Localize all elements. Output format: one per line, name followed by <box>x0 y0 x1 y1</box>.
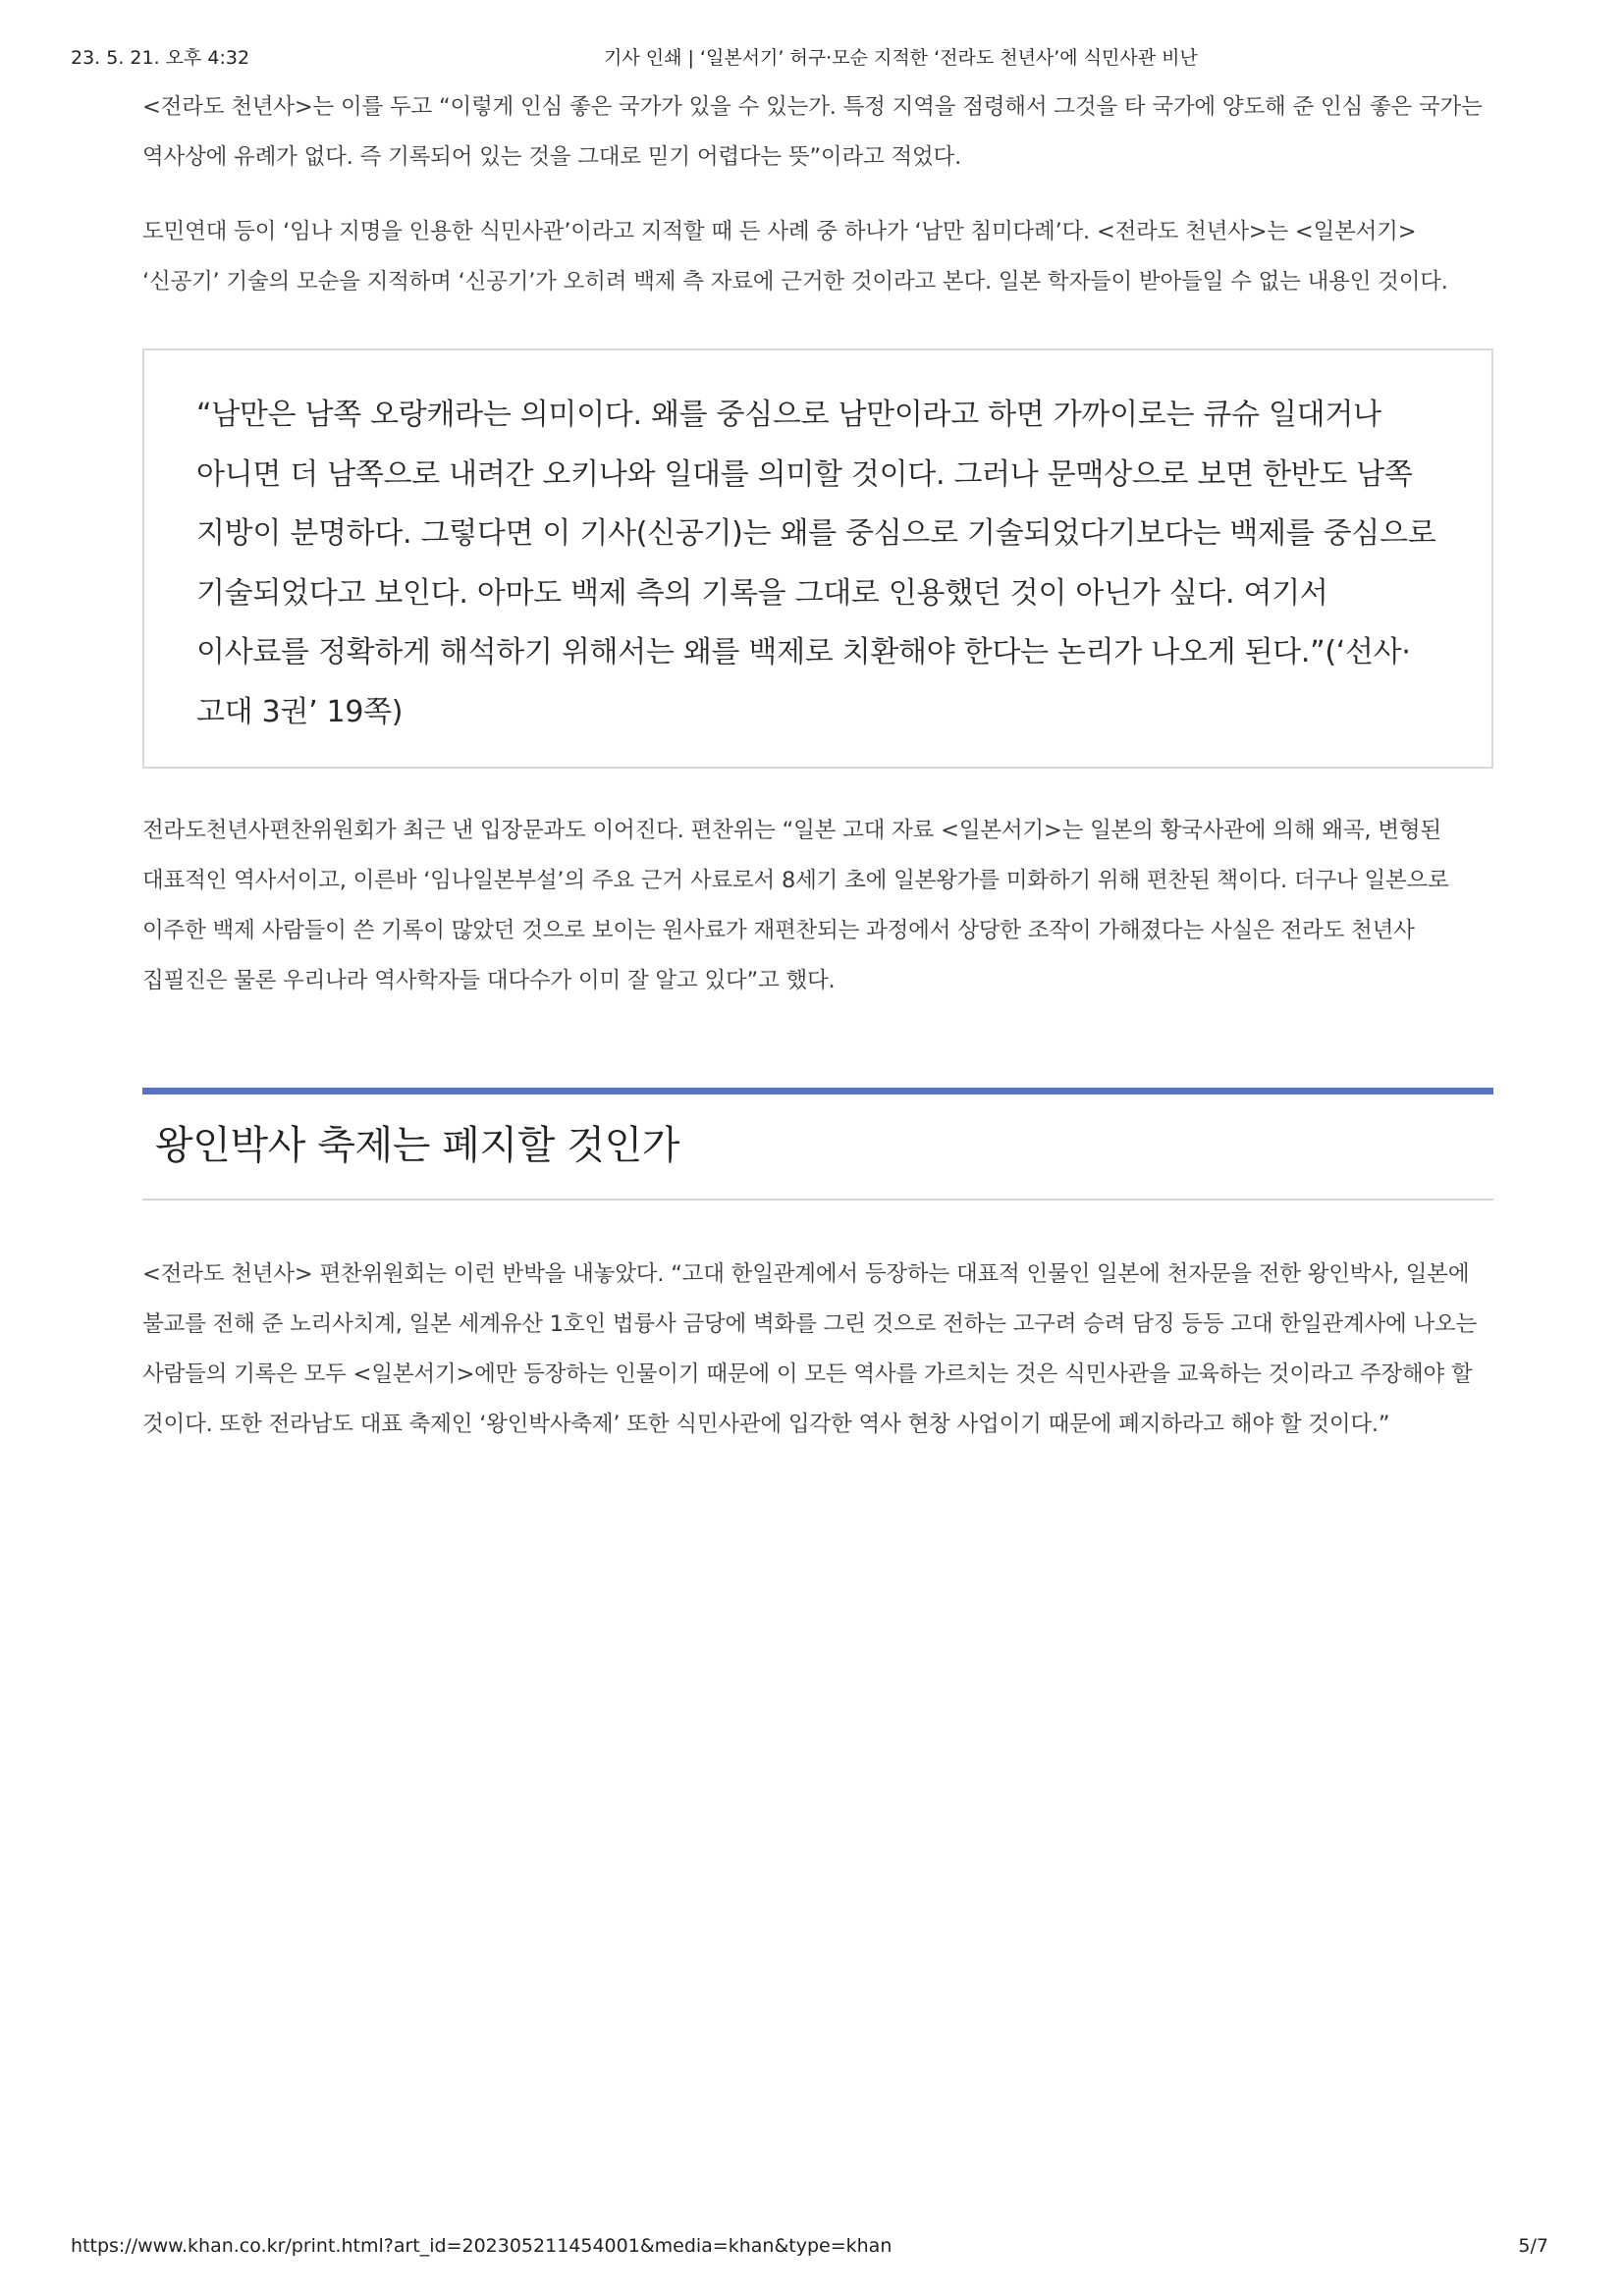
section-title: 왕인박사 축제는 폐지할 것인가 <box>155 1123 680 1168</box>
article-paragraph: <전라도 천년사> 편찬위원회는 이런 반박을 내놓았다. “고대 한일관계에서 등장하는 대표적 인물인 일본에 천자문을 전한 왕인박사, 일본에 불교를 전해 준 노리사치계, 일본 세계유산 1호인 법륭사 금당에 벽화를 그린 것으로 전하는 고구려 승려 담징 등등 고대 한일관계사에 나오는 사람들의 기록은 모두 <일본서기>에만 등장하는 인물이기 때문에 이 모든 역사를 가르치는 것은 식민사관을 교육하는 것이라고 주장해야 할 것이다. 또한 전라남도 대표 축제인 ‘왕인박사축제’ 또한 식민사관에 입각한 역사 현창 사업이기 때문에 폐지하라고 해야 할 것이다.” <box>142 1261 1478 1437</box>
article-paragraph: 도민연대 등이 ‘임나 지명을 인용한 식민사관’이라고 지적할 때 든 사례 중 하나가 ‘남만 침미다례’다. <전라도 천년사>는 <일본서기> ‘신공기’ 기술의 모순을 지적하며 ‘신공기’가 오히려 백제 측 자료에 근거한 것이라고 본다. 일본 학자들이 받아들일 수 없는 내용인 것이다. <box>142 219 1448 294</box>
section-heading-block <box>142 1088 1493 1201</box>
article-paragraph: <전라도 천년사>는 이를 두고 “이렇게 인심 좋은 국가가 있을 수 있는가. 특정 지역을 점령해서 그것을 타 국가에 양도해 준 인심 좋은 국가는 역사상에 유례가 없다. 즉 기록되어 있는 것을 그대로 믿기 어렵다는 뜻”이라고 적었다. <box>142 94 1483 170</box>
print-datetime: 23. 5. 21. 오후 4:32 <box>71 47 250 69</box>
blockquote <box>142 348 1493 769</box>
print-header <box>71 43 1552 73</box>
article-paragraph: 전라도천년사편찬위원회가 최근 낸 입장문과도 이어진다. 편찬위는 “일본 고대 자료 <일본서기>는 일본의 황국사관에 의해 왜곡, 변형된 대표적인 역사서이고, 이른바 ‘임나일본부설’의 주요 근거 사료로서 8세기 초에 일본왕가를 미화하기 위해 편찬된 책이다. 더구나 일본으로 이주한 백제 사람들이 쓴 기록이 많았던 것으로 보이는 원사료가 재편찬되는 과정에서 상당한 조작이 가해졌다는 사실은 전라도 천년사 집필진은 물론 우리나라 역사학자들 대다수가 이미 잘 알고 있다”고 했다. <box>142 818 1449 993</box>
blockquote-text: “남만은 남쪽 오랑캐라는 의미이다. 왜를 중심으로 남만이라고 하면 가까이로는 큐슈 일대거나 아니면 더 남쪽으로 내려간 오키나와 일대를 의미할 것이다. 그러나 문맥상으로 보면 한반도 남쪽 지방이 분명하다. 그렇다면 이 기사(신공기)는 왜를 중심으로 기술되었다기보다는 백제를 중심으로 기술되었다고 보인다. 아마도 백제 측의 기록을 그대로 인용했던 것이 아닌가 싶다. 여기서 이사료를 정확하게 해석하기 위해서는 왜를 백제로 치환해야 한다는 논리가 나오게 된다.”(‘선사·고대 3권’ 19쪽) <box>196 398 1436 729</box>
article-body <box>142 82 1493 1450</box>
print-document-title: 기사 인쇄 | ‘일본서기’ 허구·모순 지적한 ‘전라도 천년사’에 식민사관 비난 <box>604 47 1198 69</box>
print-footer <box>71 2235 1552 2265</box>
print-url: https://www.khan.co.kr/print.html?art_id=202305211454001&media=khan&type=khan <box>71 2235 893 2257</box>
section-underline <box>142 1199 1493 1201</box>
page-number: 5/7 <box>1518 2235 1548 2257</box>
section-divider-rule <box>142 1088 1493 1095</box>
